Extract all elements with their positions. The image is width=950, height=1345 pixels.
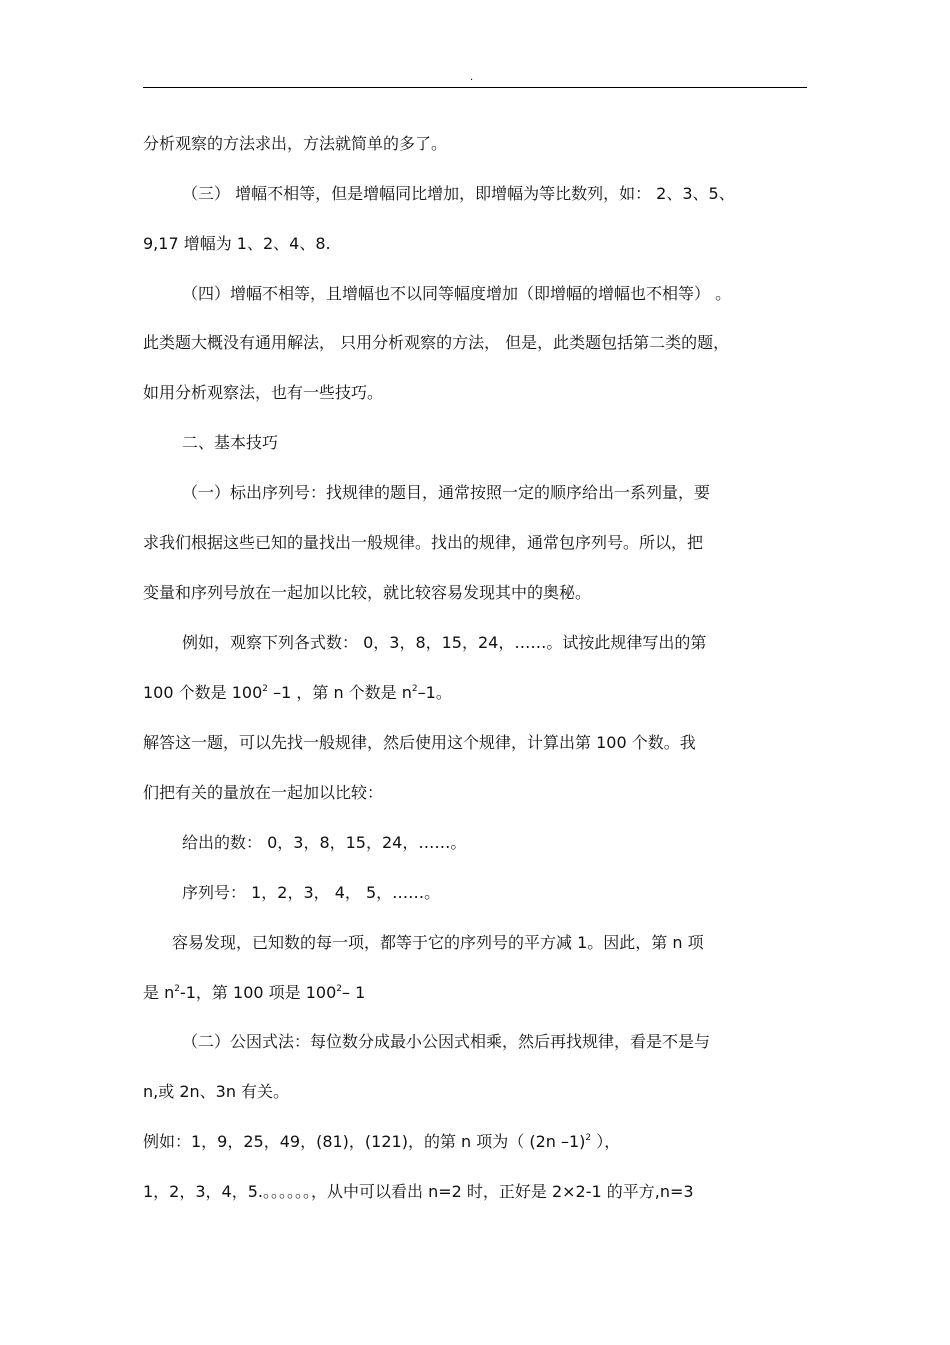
text-line-17: 容易发现，已知数的每一项，都等于它的序列号的平方减 1。因此，第 n 项: [172, 933, 704, 952]
text-line-12: [143, 683, 452, 703]
exponent: 2: [262, 684, 268, 694]
text-line-21: [143, 1132, 620, 1152]
line-18-part-a: 是 n: [143, 983, 175, 1002]
exponent: 2: [411, 684, 418, 694]
line-18-part-c: – 1: [342, 983, 366, 1002]
line-21-part-b: ），: [591, 1132, 621, 1151]
exponent: 2: [336, 984, 342, 994]
line-12-part-b: –1 ，第 n 个数是 n: [268, 683, 412, 702]
text-line-3: 9,17 增幅为 1、2、4、8.: [143, 234, 331, 253]
line-21-part-a: 例如：1，9，25，49，(81)，(121)，的第 n 项为（ (2n –1): [143, 1132, 586, 1151]
text-line-19: （二）公因式法：每位数分成最小公因式相乘，然后再找规律，看是不是与: [182, 1032, 711, 1051]
text-line-5: 此类题大概没有通用解法， 只用分析观察的方法， 但是，此类题包括第二类的题，: [143, 333, 730, 352]
text-line-4: （四）增幅不相等，且增幅也不以同等幅度增加（即增幅的增幅也不相等） 。: [182, 284, 732, 303]
header-mark: .: [470, 72, 474, 83]
text-line-6: 如用分析观察法，也有一些技巧。: [143, 383, 384, 402]
line-12-part-a: 100 个数是 100: [143, 683, 263, 702]
text-line-2: （三） 增幅不相等，但是增幅同比增加，即增幅为等比数列，如： 2、3、5、: [182, 184, 735, 203]
text-line-9: 求我们根据这些已知的量找出一般规律。找出的规律，通常包序列号。所以，把: [143, 533, 704, 552]
text-line-15: 给出的数： 0，3，8，15，24，……。: [182, 833, 467, 852]
section-heading: 二、基本技巧: [182, 433, 279, 452]
text-line-10: 变量和序列号放在一起加以比较，就比较容易发现其中的奥秘。: [143, 583, 592, 602]
text-line-1: 分析观察的方法求出，方法就简单的多了。: [143, 134, 448, 153]
text-line-11: 例如，观察下列各式数： 0，3，8，15，24，……。试按此规律写出的第: [182, 633, 707, 652]
text-line-22: 1，2，3，4，5.。。。。。。，从中可以看出 n=2 时，正好是 2×2-1 的平方,n=3: [143, 1182, 694, 1201]
text-line-18: [143, 983, 365, 1003]
text-line-8: （一）标出序列号：找规律的题目，通常按照一定的顺序给出一系列量，要: [182, 483, 711, 502]
text-line-20: n,或 2n、3n 有关。: [143, 1082, 290, 1101]
text-line-16: 序列号： 1，2，3， 4， 5，……。: [182, 883, 441, 902]
line-12-part-c: –1。: [417, 683, 452, 702]
header-rule: [143, 87, 807, 88]
line-18-part-b: -1，第 100 项是 100: [179, 983, 337, 1002]
exponent: 2: [174, 984, 180, 994]
text-line-14: 们把有关的量放在一起加以比较：: [143, 783, 384, 802]
text-line-13: 解答这一题，可以先找一般规律，然后使用这个规律，计算出第 100 个数。我: [143, 733, 696, 752]
exponent: 2: [585, 1133, 592, 1143]
